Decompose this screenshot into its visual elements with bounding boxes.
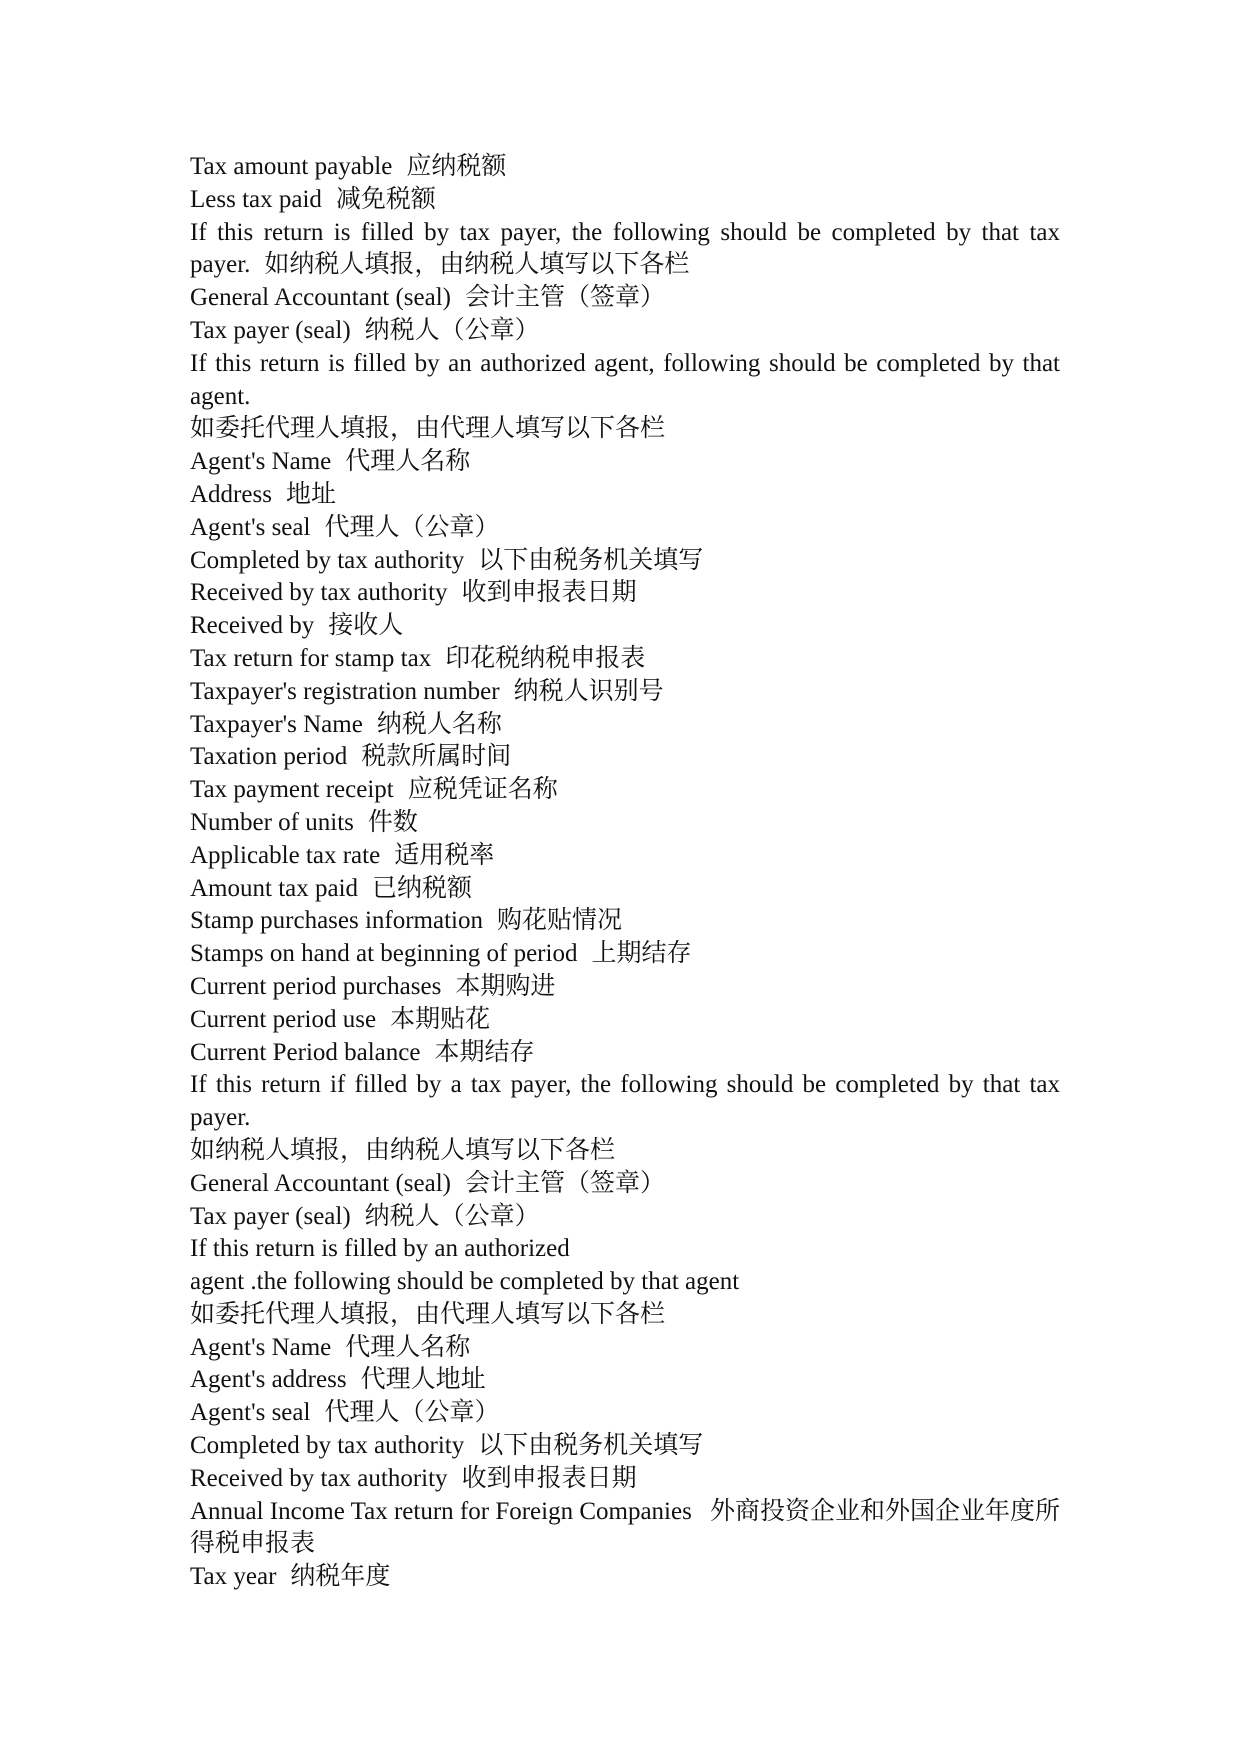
chinese-text: 本期结存 xyxy=(434,1038,535,1066)
line-agent-instruction-zh-2 xyxy=(190,1299,1060,1332)
line-taxation-period xyxy=(190,741,1060,774)
english-text: Tax payer (seal) xyxy=(190,1202,351,1230)
line-current-period-purchases xyxy=(190,971,1060,1004)
chinese-text: 外商投资企业和外国企业年度所 xyxy=(709,1497,1060,1525)
line-agent-name-2 xyxy=(190,1332,1060,1365)
english-text: Tax payment receipt xyxy=(190,776,394,804)
line-completed-by-tax-authority-2 xyxy=(190,1430,1060,1463)
chinese-text: 接收人 xyxy=(328,612,404,640)
line-amount-tax-paid xyxy=(190,873,1060,906)
chinese-text: 购花贴情况 xyxy=(497,907,623,935)
english-text: Taxpayer's Name xyxy=(190,710,363,738)
chinese-text: 如纳税人填报，由纳税人填写以下各栏 xyxy=(190,1136,616,1164)
english-text: Current Period balance xyxy=(190,1038,421,1066)
line-received-by-tax-authority xyxy=(190,577,1060,610)
chinese-text: 收到申报表日期 xyxy=(461,579,637,607)
line-agent-address xyxy=(190,1364,1060,1397)
english-text: Completed by tax authority xyxy=(190,1432,465,1460)
english-text: Current period use xyxy=(190,1005,377,1033)
english-text: Received by tax authority xyxy=(190,579,448,607)
line-tax-year xyxy=(190,1561,1060,1594)
line-general-accountant-2 xyxy=(190,1168,1060,1201)
line-taxpayer-instruction-zh xyxy=(190,1135,1060,1168)
chinese-text: 以下由税务机关填写 xyxy=(478,1432,704,1460)
line-annual-income-tax-return xyxy=(190,1496,1060,1529)
glossary-text xyxy=(190,151,1060,1594)
line-current-period-balance xyxy=(190,1037,1060,1070)
line-current-period-use xyxy=(190,1004,1060,1037)
chinese-text: 已纳税额 xyxy=(372,874,473,902)
line-stamp-purchases xyxy=(190,905,1060,938)
chinese-text: 纳税人名称 xyxy=(376,710,502,738)
chinese-text: 本期贴花 xyxy=(390,1005,491,1033)
chinese-text: 应税凭证名称 xyxy=(407,776,558,804)
line-applicable-tax-rate xyxy=(190,840,1060,873)
line-address xyxy=(190,479,1060,512)
line-tax-payer-seal xyxy=(190,315,1060,348)
english-text: Taxpayer's registration number xyxy=(190,677,500,705)
chinese-text: 应纳税额 xyxy=(406,153,507,180)
chinese-text: 件数 xyxy=(367,808,418,836)
chinese-text: 纳税人（公章） xyxy=(364,316,540,344)
chinese-text: 税款所属时间 xyxy=(361,743,512,771)
chinese-text: 代理人名称 xyxy=(345,1333,471,1361)
english-text: Stamp purchases information xyxy=(190,907,483,935)
english-text: Less tax paid xyxy=(190,185,322,213)
english-text: Agent's seal xyxy=(190,1399,311,1427)
line-number-of-units xyxy=(190,807,1060,840)
english-text: Amount tax paid xyxy=(190,874,359,902)
chinese-text: 会计主管（签章） xyxy=(465,1169,666,1197)
english-text: Applicable tax rate xyxy=(190,841,381,869)
line-agent-instruction-2 xyxy=(190,381,1060,414)
chinese-text: 会计主管（签章） xyxy=(465,284,666,312)
line-agent-instruction-3 xyxy=(190,1233,1060,1266)
english-text: If this return is filled by an authorized xyxy=(190,1235,570,1263)
chinese-text: 上期结存 xyxy=(591,940,692,968)
english-text: Tax payer (seal) xyxy=(190,316,351,344)
english-text: payer. xyxy=(190,1104,251,1132)
english-text: Tax year xyxy=(190,1563,277,1591)
line-agent-seal-2 xyxy=(190,1397,1060,1430)
chinese-text: 如纳税人填报，由纳税人填写以下各栏 xyxy=(264,251,690,279)
line-general-accountant xyxy=(190,282,1060,315)
line-taxpayer-name xyxy=(190,709,1060,742)
english-text: Agent's Name xyxy=(190,1333,332,1361)
line-agent-instruction-4 xyxy=(190,1266,1060,1299)
chinese-text: 纳税年度 xyxy=(290,1563,391,1591)
chinese-text: 适用税率 xyxy=(394,841,495,869)
chinese-text: 本期购进 xyxy=(455,972,556,1000)
chinese-text: 收到申报表日期 xyxy=(461,1464,637,1492)
line-agent-seal xyxy=(190,512,1060,545)
line-tax-payment-receipt xyxy=(190,774,1060,807)
line-annual-income-tax-return-cont xyxy=(190,1528,1060,1561)
english-text: Annual Income Tax return for Foreign Companies xyxy=(190,1497,692,1525)
line-agent-name xyxy=(190,446,1060,479)
line-tax-payer-seal-2 xyxy=(190,1201,1060,1234)
chinese-text: 纳税人识别号 xyxy=(513,677,664,705)
english-text: Address xyxy=(190,480,272,508)
chinese-text: 代理人（公章） xyxy=(324,513,500,541)
line-registration-number xyxy=(190,676,1060,709)
chinese-text: 代理人地址 xyxy=(360,1366,486,1394)
english-text: Number of units xyxy=(190,808,354,836)
chinese-text: 如委托代理人填报，由代理人填写以下各栏 xyxy=(190,1300,666,1328)
line-taxpayer-instruction-2 xyxy=(190,249,1060,282)
english-text: agent. xyxy=(190,382,251,410)
line-tax-amount-payable xyxy=(190,151,1060,184)
english-text: General Accountant (seal) xyxy=(190,284,451,312)
english-text: General Accountant (seal) xyxy=(190,1169,451,1197)
line-taxpayer-instruction-3: If this return if filled by a tax payer, the following should be completed by that tax xyxy=(190,1071,1060,1099)
line-received-by xyxy=(190,610,1060,643)
chinese-text: 印花税纳税申报表 xyxy=(445,644,646,672)
line-taxpayer-instruction-4 xyxy=(190,1102,1060,1135)
chinese-text: 纳税人（公章） xyxy=(364,1202,540,1230)
english-text: Received by tax authority xyxy=(190,1464,448,1492)
line-completed-by-tax-authority xyxy=(190,545,1060,578)
english-text: Completed by tax authority xyxy=(190,546,465,574)
line-taxpayer-instruction-1: If this return is filled by tax payer, the following should be completed by that tax xyxy=(190,218,1060,246)
english-text: Taxation period xyxy=(190,743,348,771)
english-text: Agent's address xyxy=(190,1366,347,1394)
line-agent-instruction-1: If this return is filled by an authorized agent, following should be completed by that xyxy=(190,349,1060,377)
chinese-text: 地址 xyxy=(285,480,336,508)
chinese-text: 得税申报表 xyxy=(190,1530,316,1558)
chinese-text: 代理人（公章） xyxy=(324,1399,500,1427)
line-stamps-on-hand xyxy=(190,938,1060,971)
chinese-text: 以下由税务机关填写 xyxy=(478,546,704,574)
line-stamp-tax-return xyxy=(190,643,1060,676)
english-text: payer. xyxy=(190,251,251,279)
english-text: Stamps on hand at beginning of period xyxy=(190,940,578,968)
chinese-text: 代理人名称 xyxy=(345,448,471,476)
chinese-text: 减免税额 xyxy=(335,185,436,213)
english-text: Received by xyxy=(190,612,315,640)
english-text: agent .the following should be completed by that agent xyxy=(190,1268,740,1296)
english-text: Tax amount payable xyxy=(190,153,393,180)
line-agent-instruction-zh xyxy=(190,413,1060,446)
chinese-text: 如委托代理人填报，由代理人填写以下各栏 xyxy=(190,415,666,443)
line-received-by-tax-authority-2 xyxy=(190,1463,1060,1496)
english-text: Agent's seal xyxy=(190,513,311,541)
english-text: Tax return for stamp tax xyxy=(190,644,432,672)
english-text: Current period purchases xyxy=(190,972,442,1000)
line-less-tax-paid xyxy=(190,184,1060,217)
english-text: Agent's Name xyxy=(190,448,332,476)
